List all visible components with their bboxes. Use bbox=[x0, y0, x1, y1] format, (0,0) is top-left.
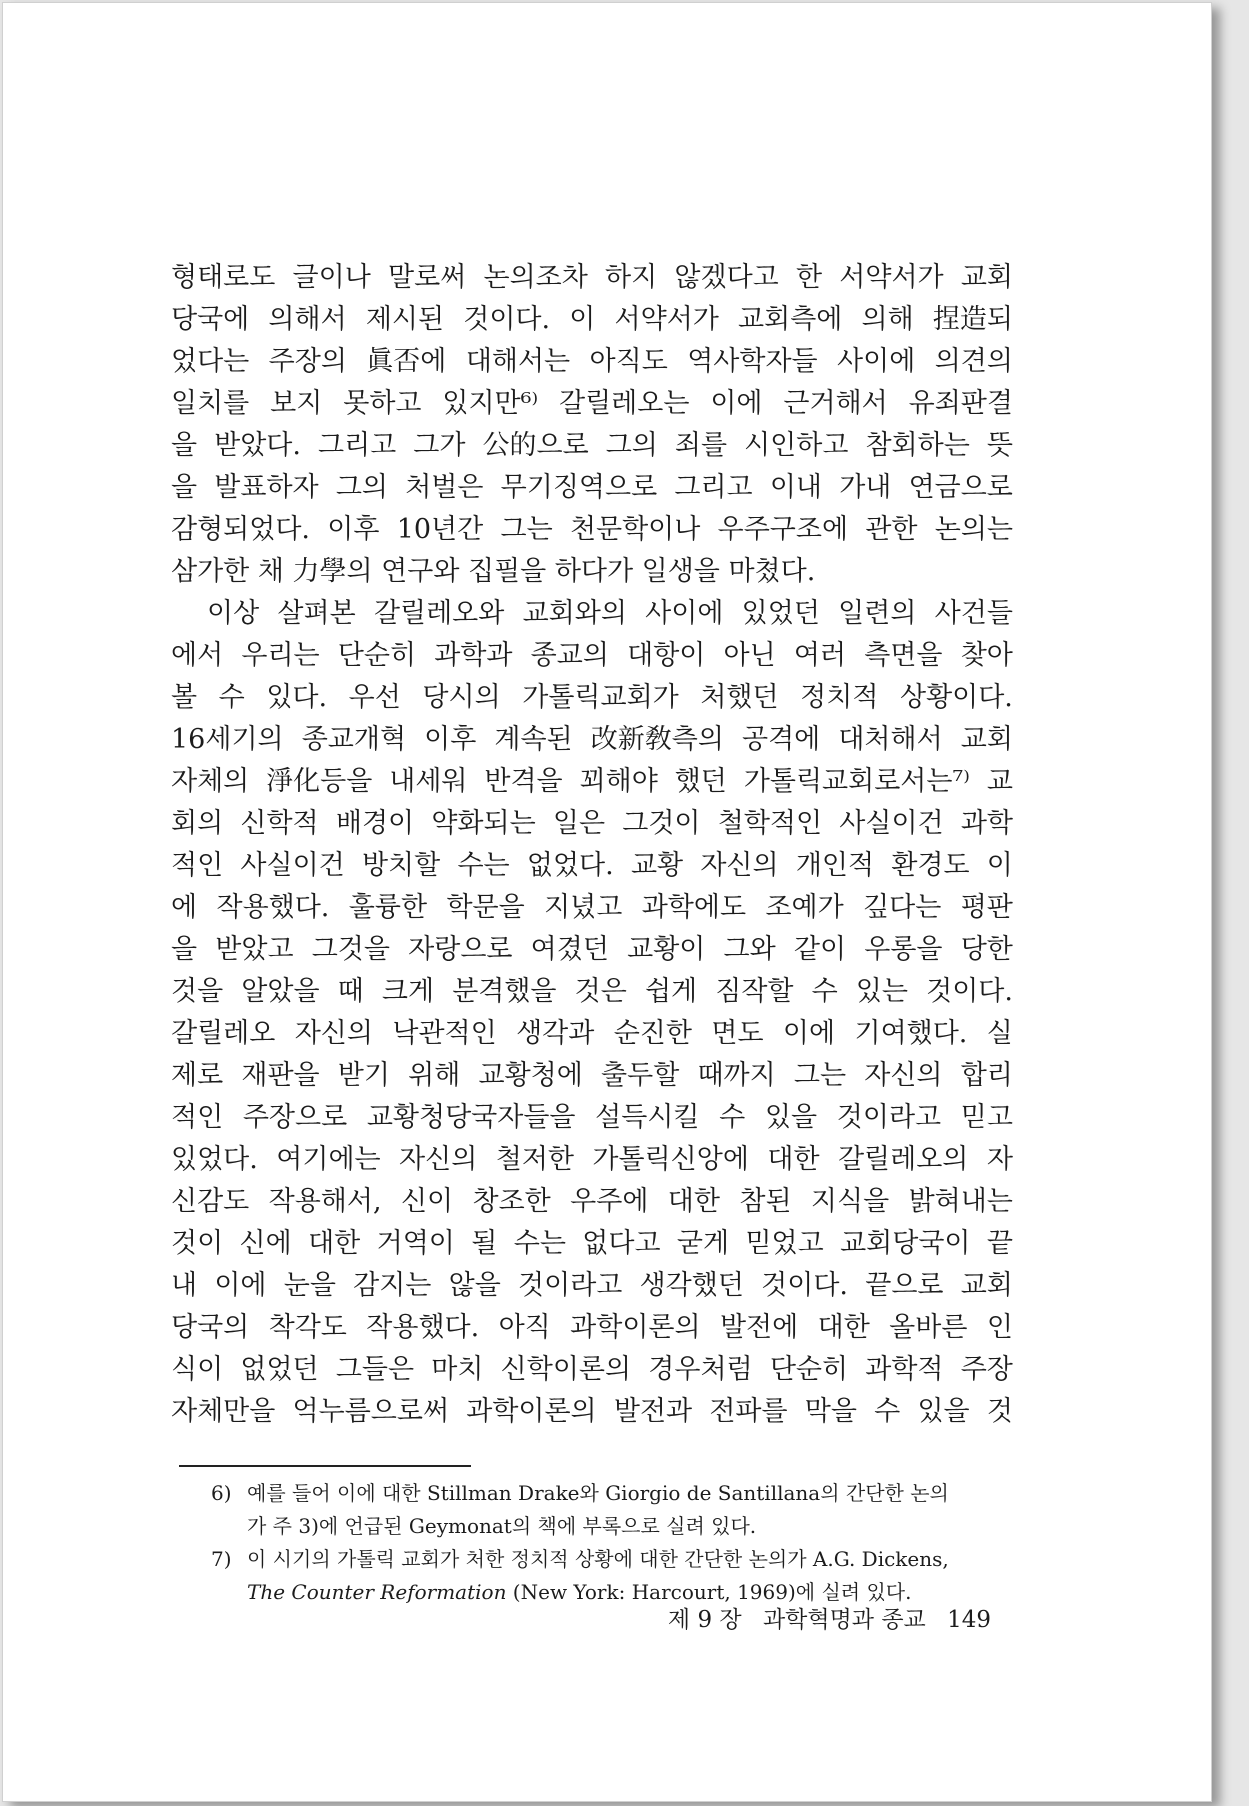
word: 설득시킬 bbox=[595, 1102, 700, 1133]
word: 지녔고 bbox=[544, 892, 623, 923]
word: 그가 bbox=[413, 430, 466, 461]
chapter-title: 과학혁명과 종교 bbox=[762, 1607, 926, 1633]
word: 것이라고 bbox=[836, 1102, 942, 1133]
word: 있었다. bbox=[171, 1144, 258, 1175]
word: 이 bbox=[569, 304, 596, 335]
word: 을 bbox=[171, 934, 198, 965]
word: 대한 bbox=[308, 1228, 361, 1259]
word: 억누름으로써 bbox=[292, 1396, 450, 1427]
word: 교회당국이 bbox=[840, 1228, 971, 1259]
word: 환경도 bbox=[891, 850, 970, 881]
word: 에서 bbox=[171, 640, 224, 671]
word: 우선 bbox=[348, 682, 401, 713]
text-line bbox=[171, 1307, 1013, 1349]
word: 약화되는 bbox=[431, 808, 536, 839]
text-line bbox=[171, 971, 1013, 1013]
word: 작용해서, bbox=[268, 1186, 382, 1217]
word: 근거해서 bbox=[783, 388, 888, 419]
book-title: The Counter Reformation bbox=[247, 1580, 507, 1604]
word: 당국에 bbox=[171, 304, 250, 335]
word: 아직도 bbox=[589, 346, 668, 377]
footnote-text: 이 시기의 가톨릭 교회가 처한 정치적 상황에 대한 간단한 논의가 A.G. Dickens, bbox=[247, 1547, 949, 1571]
word: 뜻 bbox=[986, 430, 1013, 461]
word: 위해 bbox=[408, 1060, 461, 1091]
word: 가내 bbox=[839, 472, 892, 503]
word: 수 bbox=[719, 1102, 746, 1133]
word: 순진한 bbox=[613, 1018, 692, 1049]
word: 그는 bbox=[500, 514, 553, 545]
word: 제로 bbox=[171, 1060, 224, 1091]
page-number: 149 bbox=[947, 1607, 991, 1633]
word: 과학과 bbox=[434, 640, 513, 671]
word: 작용했다. bbox=[366, 1312, 480, 1343]
word: 천문학이나 bbox=[569, 514, 701, 545]
word: 교황이 bbox=[627, 934, 706, 965]
word: 알았을 bbox=[241, 976, 320, 1007]
word: 대항이 bbox=[627, 640, 706, 671]
word: 될 bbox=[471, 1228, 498, 1259]
word: 신학이론의 bbox=[500, 1354, 632, 1385]
word: 公的으로 bbox=[482, 430, 589, 461]
text-line: 삼가한 채 力學의 연구와 집필을 하다가 일생을 마쳤다. bbox=[171, 556, 816, 587]
word: 사이에 bbox=[837, 346, 916, 377]
word: 이내 bbox=[769, 472, 822, 503]
text-line bbox=[171, 929, 1013, 971]
word: 었다는 bbox=[171, 346, 250, 377]
word: 면도 bbox=[711, 1018, 764, 1049]
word: 그리고 bbox=[674, 472, 753, 503]
word: 살펴본 bbox=[277, 598, 356, 629]
word: 이에 bbox=[214, 1270, 267, 1301]
text-line bbox=[171, 677, 1013, 719]
word: 수 bbox=[218, 682, 245, 713]
word: 것이다. bbox=[926, 976, 1013, 1007]
word: 찾아 bbox=[960, 640, 1013, 671]
word: 과학에도 bbox=[641, 892, 747, 923]
footnote-text: 예를 들어 이에 대한 Stillman Drake와 Giorgio de Santillana의 간단한 논의 bbox=[247, 1481, 949, 1505]
chapter-label: 제 9 장 bbox=[667, 1607, 742, 1633]
word: 10년간 bbox=[396, 514, 484, 545]
text-line bbox=[171, 425, 1013, 467]
text-line bbox=[171, 887, 1013, 929]
word: 회의 bbox=[171, 808, 224, 839]
word: 과학적 bbox=[865, 1354, 944, 1385]
word: 자신의 bbox=[864, 1060, 943, 1091]
word: 기여했다. bbox=[854, 1018, 968, 1049]
word: 것이 bbox=[171, 1228, 224, 1259]
word: 창조한 bbox=[472, 1186, 551, 1217]
word: 지식을 bbox=[810, 1186, 890, 1217]
word: 것을 bbox=[171, 976, 224, 1007]
word: 생각했던 bbox=[639, 1270, 744, 1301]
word: 감형되었다. bbox=[171, 514, 310, 545]
footnote-number: 6) bbox=[211, 1481, 232, 1505]
word: 자체의 bbox=[171, 766, 250, 797]
word: 종교개혁 bbox=[301, 724, 407, 755]
text-line bbox=[171, 509, 1013, 551]
word: 보지 bbox=[270, 388, 323, 419]
footnote-7 bbox=[211, 1543, 1011, 1576]
word: 작용했다. bbox=[216, 892, 330, 923]
word: 없다고 bbox=[582, 1228, 661, 1259]
running-head bbox=[654, 1601, 991, 1634]
word: 일은 bbox=[552, 808, 606, 839]
word: 하지 bbox=[605, 262, 658, 293]
word: 주장의 bbox=[268, 346, 347, 377]
word: 발전과 bbox=[613, 1396, 693, 1427]
text-line bbox=[171, 1013, 1013, 1055]
word: 수 bbox=[811, 976, 838, 1007]
word: 참회하는 bbox=[865, 430, 970, 461]
word: 사건들 bbox=[934, 598, 1013, 629]
word: 것 bbox=[986, 1396, 1013, 1427]
word: 때 bbox=[337, 976, 364, 1007]
word: 자랑으로 bbox=[408, 934, 513, 965]
word: 인 bbox=[986, 1312, 1013, 1343]
word: 교회 bbox=[960, 262, 1013, 293]
word: 과학이론의 bbox=[466, 1396, 597, 1427]
word: 가톨릭교회가 bbox=[522, 682, 679, 713]
text-line bbox=[171, 719, 1013, 761]
word: 글이나 bbox=[292, 262, 371, 293]
word: 신에 bbox=[239, 1228, 292, 1259]
word: 막을 bbox=[804, 1396, 857, 1427]
word: 마치 bbox=[431, 1354, 484, 1385]
word: 않겠다고 bbox=[674, 262, 779, 293]
word: 낙관적인 bbox=[392, 1018, 497, 1049]
word: 신감도 bbox=[171, 1186, 250, 1217]
word: 아닌 bbox=[723, 640, 776, 671]
word: 처했던 bbox=[700, 682, 779, 713]
word: 그리고 bbox=[318, 430, 397, 461]
word: 측면을 bbox=[864, 640, 943, 671]
word: 반격을 bbox=[484, 766, 563, 797]
word: 이상 bbox=[207, 598, 260, 629]
footnotes bbox=[211, 1477, 1011, 1609]
word: 그들은 bbox=[335, 1354, 415, 1385]
word: 전파를 bbox=[709, 1396, 788, 1427]
body-text bbox=[171, 257, 1013, 1433]
word: 眞否에 bbox=[366, 346, 447, 377]
word: 내세워 bbox=[389, 766, 468, 797]
word: 교황 bbox=[630, 850, 684, 881]
word: 있었던 bbox=[741, 598, 820, 629]
word: 자신의 bbox=[399, 1144, 478, 1175]
text-line bbox=[171, 593, 1013, 635]
word: 이에 bbox=[710, 388, 763, 419]
word: 있을 bbox=[917, 1396, 970, 1427]
word: 이 bbox=[986, 850, 1013, 881]
text-line bbox=[171, 467, 1013, 509]
word: 발표하자 bbox=[214, 472, 319, 503]
text-line bbox=[171, 1139, 1013, 1181]
word: 분격했을 bbox=[452, 976, 557, 1007]
word: 있지만⁶⁾ bbox=[442, 388, 539, 419]
word: 것은 bbox=[574, 976, 627, 1007]
word: 믿고 bbox=[960, 1102, 1013, 1133]
word: 거역이 bbox=[376, 1228, 455, 1259]
word: 굳게 bbox=[676, 1228, 730, 1259]
word: 식이 bbox=[171, 1354, 224, 1385]
book-page bbox=[2, 2, 1212, 1802]
word: 없었다. bbox=[526, 850, 614, 881]
word: 가톨릭신앙에 bbox=[592, 1144, 749, 1175]
word: 말로써 bbox=[388, 262, 467, 293]
word: 과학 bbox=[960, 808, 1013, 839]
word: 교회 bbox=[960, 724, 1013, 755]
word: 에 bbox=[171, 892, 198, 923]
text-line bbox=[171, 1097, 1013, 1139]
word: 당한 bbox=[960, 934, 1013, 965]
word: 형태로도 bbox=[171, 262, 276, 293]
word: 그의 bbox=[335, 472, 388, 503]
word: 적인 bbox=[171, 1102, 224, 1133]
footnote-6-continued bbox=[211, 1510, 1011, 1543]
word: 단순히 bbox=[769, 1354, 849, 1385]
word: 개인적 bbox=[795, 850, 875, 881]
text-line bbox=[171, 299, 1013, 341]
word: 관한 bbox=[865, 514, 918, 545]
word: 착각도 bbox=[268, 1312, 347, 1343]
word: 쉽게 bbox=[644, 976, 698, 1007]
word: 꾀해야 bbox=[579, 766, 658, 797]
word: 방치할 bbox=[361, 850, 441, 881]
word: 종교의 bbox=[530, 640, 609, 671]
word: 당시의 bbox=[422, 682, 501, 713]
word: 받았다. bbox=[214, 430, 301, 461]
word: 여겼던 bbox=[530, 934, 609, 965]
word: 못하고 bbox=[343, 388, 422, 419]
word: 교회측에 bbox=[738, 304, 843, 335]
word: 참된 bbox=[739, 1186, 792, 1217]
word: 단순히 bbox=[337, 640, 417, 671]
word: 않을 bbox=[448, 1270, 501, 1301]
word: 배경이 bbox=[335, 808, 415, 839]
word: 없었던 bbox=[240, 1354, 319, 1385]
text-line bbox=[171, 803, 1013, 845]
word: 가톨릭교회로서는⁷⁾ bbox=[743, 766, 970, 797]
word: 크게 bbox=[381, 976, 435, 1007]
word: 신이 bbox=[400, 1186, 454, 1217]
word: 같이 bbox=[793, 934, 847, 965]
text-line bbox=[171, 1223, 1013, 1265]
word: 대해서는 bbox=[465, 346, 571, 377]
footnote-divider bbox=[179, 1465, 471, 1467]
text-line bbox=[171, 635, 1013, 677]
word: 것이다. bbox=[463, 304, 551, 335]
word: 유죄판결 bbox=[908, 388, 1013, 419]
word: 한 bbox=[795, 262, 823, 293]
word: 죄를 bbox=[674, 430, 728, 461]
word: 捏造되 bbox=[932, 304, 1013, 335]
word: 무기징역으로 bbox=[500, 472, 658, 503]
word: 우주에 bbox=[570, 1186, 649, 1217]
word: 16세기의 bbox=[171, 724, 284, 755]
text-line bbox=[171, 1055, 1013, 1097]
word: 그것을 bbox=[311, 934, 390, 965]
word: 교회와의 bbox=[522, 598, 627, 629]
word: 이후 bbox=[424, 724, 477, 755]
word: 계속된 bbox=[494, 724, 573, 755]
word: 대한 bbox=[817, 1312, 870, 1343]
footnote-number: 7) bbox=[211, 1547, 232, 1571]
word: 조예가 bbox=[765, 892, 844, 923]
text-line bbox=[171, 257, 1013, 299]
word: 경우처럼 bbox=[648, 1354, 753, 1385]
word: 생각과 bbox=[516, 1018, 595, 1049]
word: 사실이건 bbox=[240, 850, 345, 881]
word: 아직 bbox=[498, 1312, 551, 1343]
word: 당국의 bbox=[171, 1312, 250, 1343]
word: 교황청당국자들을 bbox=[366, 1102, 576, 1133]
word: 내 bbox=[171, 1270, 198, 1301]
word: 여기에는 bbox=[276, 1144, 381, 1175]
word: 대처해서 bbox=[838, 724, 943, 755]
word: 의견의 bbox=[934, 346, 1013, 377]
word: 눈을 bbox=[283, 1270, 336, 1301]
word: 깊다는 bbox=[863, 892, 942, 923]
word: 것이라고 bbox=[518, 1270, 623, 1301]
word: 수 bbox=[874, 1396, 901, 1427]
word: 주장으로 bbox=[242, 1102, 348, 1133]
word: 서약서가 bbox=[839, 262, 944, 293]
text-line bbox=[171, 761, 1013, 803]
word: 때까지 bbox=[697, 1060, 776, 1091]
word: 신학적 bbox=[240, 808, 319, 839]
word: 우주구조에 bbox=[717, 514, 849, 545]
word: 서약서가 bbox=[614, 304, 719, 335]
word: 받기 bbox=[337, 1060, 390, 1091]
word: 출두할 bbox=[601, 1060, 680, 1091]
word: 합리 bbox=[960, 1060, 1013, 1091]
word: 일치를 bbox=[171, 388, 250, 419]
word: 과학이론의 bbox=[570, 1312, 701, 1343]
word: 교황청에 bbox=[478, 1060, 583, 1091]
word: 철저한 bbox=[495, 1144, 574, 1175]
word: 그의 bbox=[605, 430, 658, 461]
word: 실 bbox=[986, 1018, 1013, 1049]
word: 것이다. bbox=[761, 1270, 848, 1301]
word: 자신의 bbox=[700, 850, 779, 881]
word: 적인 bbox=[171, 850, 224, 881]
word: 있을 bbox=[764, 1102, 818, 1133]
word: 이에 bbox=[782, 1018, 836, 1049]
word: 그는 bbox=[793, 1060, 847, 1091]
word: 주장 bbox=[960, 1354, 1013, 1385]
text-line bbox=[171, 1265, 1013, 1307]
word: 짐작할 bbox=[715, 976, 794, 1007]
text-line bbox=[171, 1181, 1013, 1223]
word: 의해서 bbox=[268, 304, 347, 335]
word: 끝 bbox=[986, 1228, 1013, 1259]
word: 볼 bbox=[171, 682, 198, 713]
word: 상황이다. bbox=[899, 682, 1013, 713]
word: 공격에 bbox=[742, 724, 821, 755]
word: 우롱을 bbox=[864, 934, 943, 965]
word: 재판을 bbox=[241, 1060, 320, 1091]
word: 제시된 bbox=[365, 304, 445, 335]
word: 자 bbox=[986, 1144, 1013, 1175]
word: 믿었고 bbox=[745, 1228, 824, 1259]
word: 발전에 bbox=[719, 1312, 799, 1343]
word: 학문을 bbox=[446, 892, 525, 923]
word: 갈릴레오는 bbox=[559, 388, 690, 419]
word: 그것이 bbox=[622, 808, 701, 839]
word: 논의조차 bbox=[483, 262, 588, 293]
word: 올바른 bbox=[889, 1312, 968, 1343]
word: 끝으로 bbox=[865, 1270, 944, 1301]
word: 감지는 bbox=[353, 1270, 432, 1301]
word: 갈릴레오와 bbox=[373, 598, 505, 629]
word: 밝혀내는 bbox=[908, 1186, 1013, 1217]
text-line bbox=[171, 1349, 1013, 1391]
word: 의해 bbox=[861, 304, 914, 335]
word: 수는 bbox=[457, 850, 510, 881]
word: 역사학자들 bbox=[687, 346, 818, 377]
word: 대한 bbox=[667, 1186, 720, 1217]
word: 자신의 bbox=[294, 1018, 373, 1049]
footnote-text: 가 주 3)에 언급된 Geymonat의 책에 부록으로 실려 있다. bbox=[247, 1514, 757, 1538]
word: 철학적인 bbox=[717, 808, 823, 839]
word: 교 bbox=[986, 766, 1013, 797]
text-line bbox=[171, 383, 1013, 425]
word: 논의는 bbox=[934, 514, 1013, 545]
word: 자체만을 bbox=[171, 1396, 276, 1427]
word: 평판 bbox=[960, 892, 1013, 923]
word: 사실이건 bbox=[839, 808, 944, 839]
word: 淨化등을 bbox=[266, 766, 373, 797]
word: 을 bbox=[171, 430, 198, 461]
word: 처벌은 bbox=[405, 472, 484, 503]
word: 갈릴레오의 bbox=[837, 1144, 969, 1175]
word: 우리는 bbox=[241, 640, 320, 671]
word: 이후 bbox=[327, 514, 380, 545]
word: 훌륭한 bbox=[348, 892, 428, 923]
word: 받았고 bbox=[215, 934, 294, 965]
text-line bbox=[171, 341, 1013, 383]
word: 갈릴레오 bbox=[171, 1018, 276, 1049]
word: 교회 bbox=[960, 1270, 1013, 1301]
word: 연금으로 bbox=[908, 472, 1013, 503]
word: 그와 bbox=[723, 934, 776, 965]
footnote-text: (New York: Harcourt, 1969)에 실려 있다. bbox=[506, 1580, 912, 1604]
word: 일련의 bbox=[838, 598, 917, 629]
word: 을 bbox=[171, 472, 198, 503]
text-line bbox=[171, 1391, 1013, 1433]
footnote-6 bbox=[211, 1477, 1011, 1510]
text-line bbox=[171, 845, 1013, 887]
word: 수는 bbox=[513, 1228, 566, 1259]
word: 했던 bbox=[674, 766, 727, 797]
word: 시인하고 bbox=[744, 430, 849, 461]
word: 改新敎측의 bbox=[590, 724, 724, 755]
word: 대한 bbox=[767, 1144, 820, 1175]
word: 정치적 bbox=[800, 682, 879, 713]
word: 있는 bbox=[855, 976, 908, 1007]
word: 여러 bbox=[793, 640, 847, 671]
word: 사이에 bbox=[645, 598, 724, 629]
word: 있다. bbox=[266, 682, 328, 713]
